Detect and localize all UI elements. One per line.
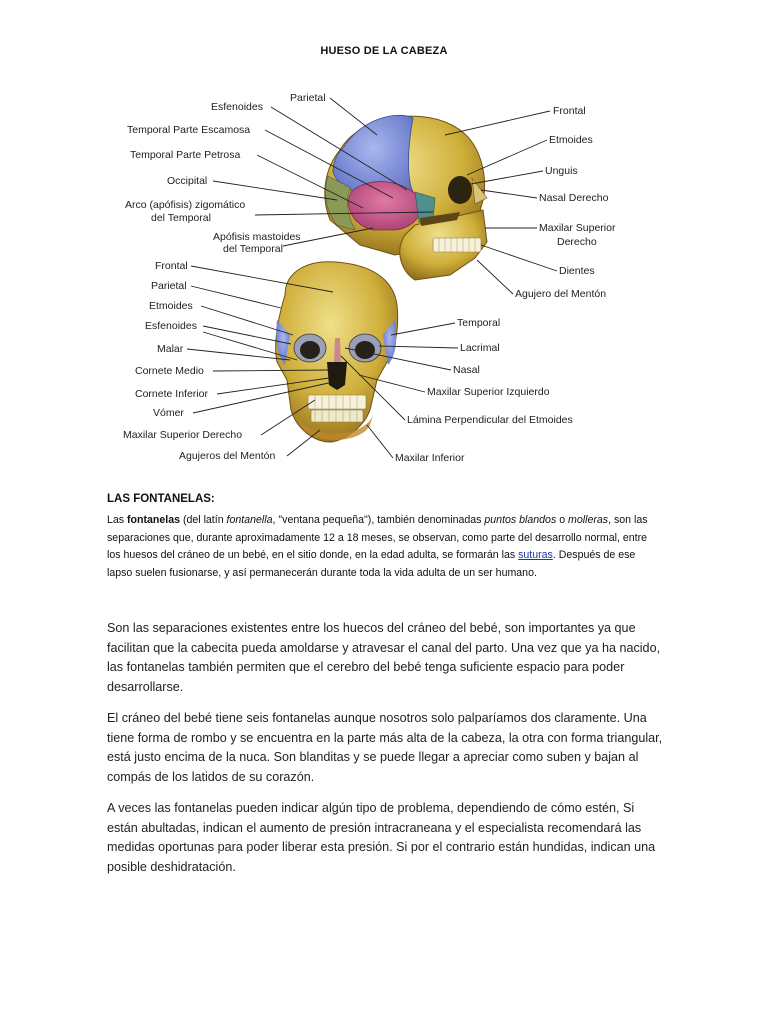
intro-text: . Después de ese lapso suelen fusionarse, y así permanecerán durante toda la vida adulta de un ser humano. [107, 549, 636, 579]
document-title: HUESO DE LA CABEZA [320, 45, 448, 57]
label-temporal-petrosa: Temporal Parte Petrosa [130, 149, 241, 161]
label-maxilar-inferior: Maxilar Inferior [395, 452, 465, 464]
label-frontal-front: Frontal [155, 260, 188, 272]
label-maxilar-superior-izquierdo: Maxilar Superior Izquierdo [427, 386, 550, 398]
label-esfenoides: Esfenoides [211, 101, 263, 113]
intro-italic-term: fontanella [226, 514, 273, 526]
intro-italic-term: puntos blandos [484, 514, 557, 526]
skull-illustration [115, 80, 635, 470]
label-maxilar-superior: Maxilar Superior [539, 222, 616, 234]
skull-diagram [115, 80, 635, 470]
label-frontal-lateral: Frontal [553, 105, 586, 117]
label-temporal-escamosa: Temporal Parte Escamosa [127, 124, 251, 136]
intro-text: o [556, 514, 569, 526]
label-lacrimal: Lacrimal [460, 342, 500, 354]
label-esfenoides-front: Esfenoides [145, 320, 197, 332]
lateral-skull [325, 115, 487, 280]
label-etmoides-front: Etmoides [149, 300, 193, 312]
intro-text: , "ventana pequeña"), también denominadas [272, 514, 485, 526]
label-parietal: Parietal [290, 92, 326, 104]
intro-italic-term: molleras [568, 514, 609, 526]
label-dientes: Dientes [559, 265, 595, 277]
label-apofisis-1: Apófisis mastoides [213, 231, 301, 243]
label-apofisis-2: del Temporal [223, 243, 283, 255]
label-nasal-derecho: Nasal Derecho [539, 192, 609, 204]
frontal-skull [276, 262, 398, 442]
intro-text: (del latín [180, 514, 227, 526]
label-cornete-inferior: Cornete Inferior [135, 388, 208, 400]
label-arco-1: Arco (apófisis) zigomático [125, 199, 246, 211]
label-agujero-menton: Agujero del Mentón [515, 288, 607, 300]
label-etmoides-lateral: Etmoides [549, 134, 593, 146]
intro-text: Las [107, 514, 128, 526]
label-malar: Malar [157, 343, 184, 355]
label-vomer: Vómer [153, 407, 184, 419]
intro-text: , son las separaciones que, durante aproximadamente 12 a 18 meses, se observan, como parte del desarrollo normal, entre los huesos del cráneo de un bebé, en el sitio donde, en la edad adulta, se formarán las [107, 514, 648, 561]
intro-paragraph [107, 512, 662, 582]
label-occipital: Occipital [167, 175, 208, 187]
paragraph-3: A veces las fontanelas pueden indicar algún tipo de problema, dependiendo de cómo estén, Si están abultadas, indican el aumento de presión intracraneana y el especialista recomendará las medidas oportunas para poder liberar esta presión. Si por el contrario están hundidas, indican una posible deshidratación. [107, 801, 656, 874]
intro-bold-term: fontanelas [127, 514, 181, 526]
label-parietal-front: Parietal [151, 280, 187, 292]
paragraph-2: El cráneo del bebé tiene seis fontanelas aunque nosotros solo palparíamos dos claramente. Una tiene forma de rombo y se encuentra en la parte más alta de la cabeza, la otra con forma triangular, está justo encima de la nuca. Son blanditas y se puede llegar a apreciar como suben y bajan al compás de los latidos de su corazón. [107, 711, 663, 784]
label-maxilar-superior-derecho: Derecho [557, 236, 597, 248]
label-arco-2: del Temporal [151, 212, 211, 224]
label-maxilar-superior-derecho-front: Maxilar Superior Derecho [123, 429, 243, 441]
label-unguis: Unguis [545, 165, 578, 177]
label-agujeros-menton: Agujeros del Mentón [179, 450, 276, 462]
label-cornete-medio: Cornete Medio [135, 365, 204, 377]
suturas-link[interactable]: suturas [518, 549, 553, 561]
label-lamina-perpendicular: Lámina Perpendicular del Etmoides [407, 414, 573, 426]
label-temporal-front: Temporal [457, 317, 501, 329]
section-heading: LAS FONTANELAS: [107, 493, 215, 505]
paragraph-1: Son las separaciones existentes entre los huecos del cráneo del bebé, son importantes ya que facilitan que la cabecita pueda amoldarse y atravesar el canal del parto. Una vez que ya ha nacido, las fontanelas también permiten que el cerebro del bebé tenga suficiente espacio para poder desarrollarse. [107, 621, 661, 694]
label-nasal-front: Nasal [453, 364, 480, 376]
